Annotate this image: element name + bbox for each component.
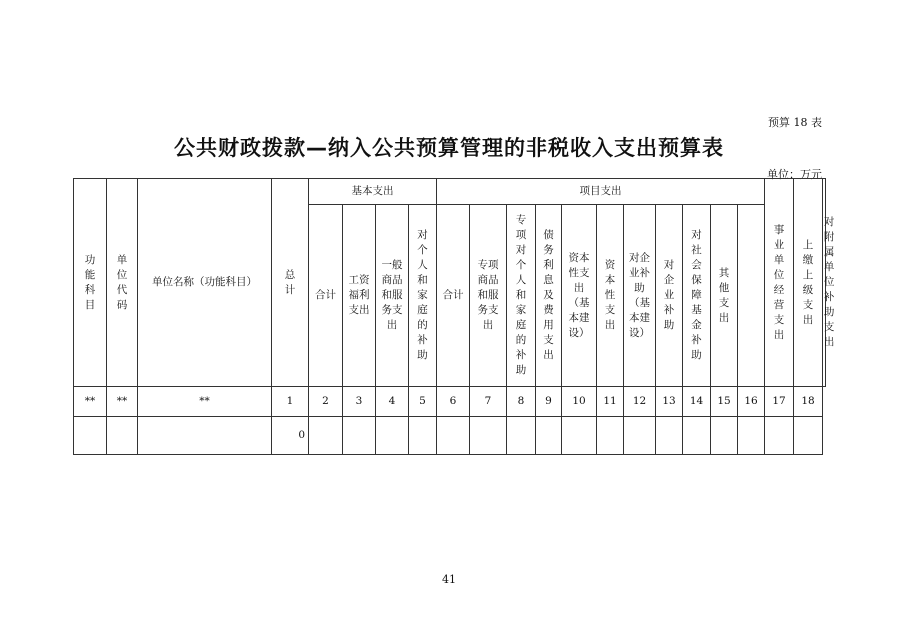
data-cell	[562, 417, 597, 455]
data-cell	[794, 417, 823, 455]
data-cell	[376, 417, 409, 455]
header-unit-name: 单位名称（功能科目）	[138, 179, 272, 387]
header-other: 其他支出	[711, 205, 738, 387]
header-business: 事业单位经营支出	[765, 179, 794, 387]
header-project-goods: 专项商品和服务支出	[470, 205, 507, 387]
header-debt-interest: 债务利息及费用支出	[536, 205, 562, 387]
header-project-total: 合计	[437, 205, 470, 387]
index-cell: 17	[765, 387, 794, 417]
data-cell	[507, 417, 536, 455]
form-number: 预算 18 表	[768, 116, 822, 129]
index-cell: 9	[536, 387, 562, 417]
index-row	[74, 387, 826, 417]
header-goods: 一般商品和服务支出	[376, 205, 409, 387]
index-cell: 16	[738, 387, 765, 417]
index-cell: 2	[309, 387, 343, 417]
header-capital: 资本性支出	[597, 205, 624, 387]
header-social-security: 对社会保障基金补助	[683, 205, 711, 387]
index-cell: **	[107, 387, 138, 417]
header-total: 总计	[272, 179, 309, 387]
data-cell	[470, 417, 507, 455]
data-cell	[597, 417, 624, 455]
header-subsidy-affiliated: 对附属单位补助支出	[823, 179, 826, 387]
index-cell: 12	[624, 387, 656, 417]
header-project-group: 项目支出	[437, 179, 765, 205]
data-cell	[624, 417, 656, 455]
index-cell: 8	[507, 387, 536, 417]
data-cell	[656, 417, 683, 455]
index-cell: 4	[376, 387, 409, 417]
index-cell: 15	[711, 387, 738, 417]
data-cell	[138, 417, 272, 455]
data-cell	[107, 417, 138, 455]
page-number: 41	[442, 573, 456, 586]
unit-label: 单位：万元	[767, 168, 822, 181]
header-basic-group: 基本支出	[309, 179, 437, 205]
index-cell: 7	[470, 387, 507, 417]
header-enterprise-base: 对企业补助（基本建设）	[624, 205, 656, 387]
index-cell: 5	[409, 387, 437, 417]
index-cell: 1	[272, 387, 309, 417]
header-basic-total: 合计	[309, 205, 343, 387]
data-row	[74, 417, 826, 455]
data-cell	[343, 417, 376, 455]
index-cell: 14	[683, 387, 711, 417]
index-cell: **	[74, 387, 107, 417]
data-cell	[536, 417, 562, 455]
index-cell: 18	[794, 387, 823, 417]
data-cell	[711, 417, 738, 455]
data-cell	[765, 417, 794, 455]
data-cell-total: 0	[272, 417, 309, 455]
header-family-basic: 对个人和家庭的补助	[409, 205, 437, 387]
header-unit-code: 单位代码	[107, 179, 138, 387]
page-title: 公共财政拨款—纳入公共预算管理的非税收入支出预算表	[174, 136, 724, 160]
header-wages: 工资福利支出	[343, 205, 376, 387]
budget-table	[73, 178, 835, 455]
index-cell: 10	[562, 387, 597, 417]
header-enterprise: 对企业补助	[656, 205, 683, 387]
header-pay-upper: 上缴上级支出	[794, 179, 823, 387]
header-func-subject: 功能科目	[74, 179, 107, 387]
index-cell: 13	[656, 387, 683, 417]
data-cell	[409, 417, 437, 455]
data-cell	[437, 417, 470, 455]
data-cell	[74, 417, 107, 455]
data-cell	[683, 417, 711, 455]
data-cell	[738, 417, 765, 455]
index-cell: 11	[597, 387, 624, 417]
header-capital-base: 资本性支出（基本建设）	[562, 205, 597, 387]
index-cell: **	[138, 387, 272, 417]
index-cell: 3	[343, 387, 376, 417]
header-project-family: 专项对个人和家庭的补助	[507, 205, 536, 387]
data-cell	[309, 417, 343, 455]
index-cell: 6	[437, 387, 470, 417]
